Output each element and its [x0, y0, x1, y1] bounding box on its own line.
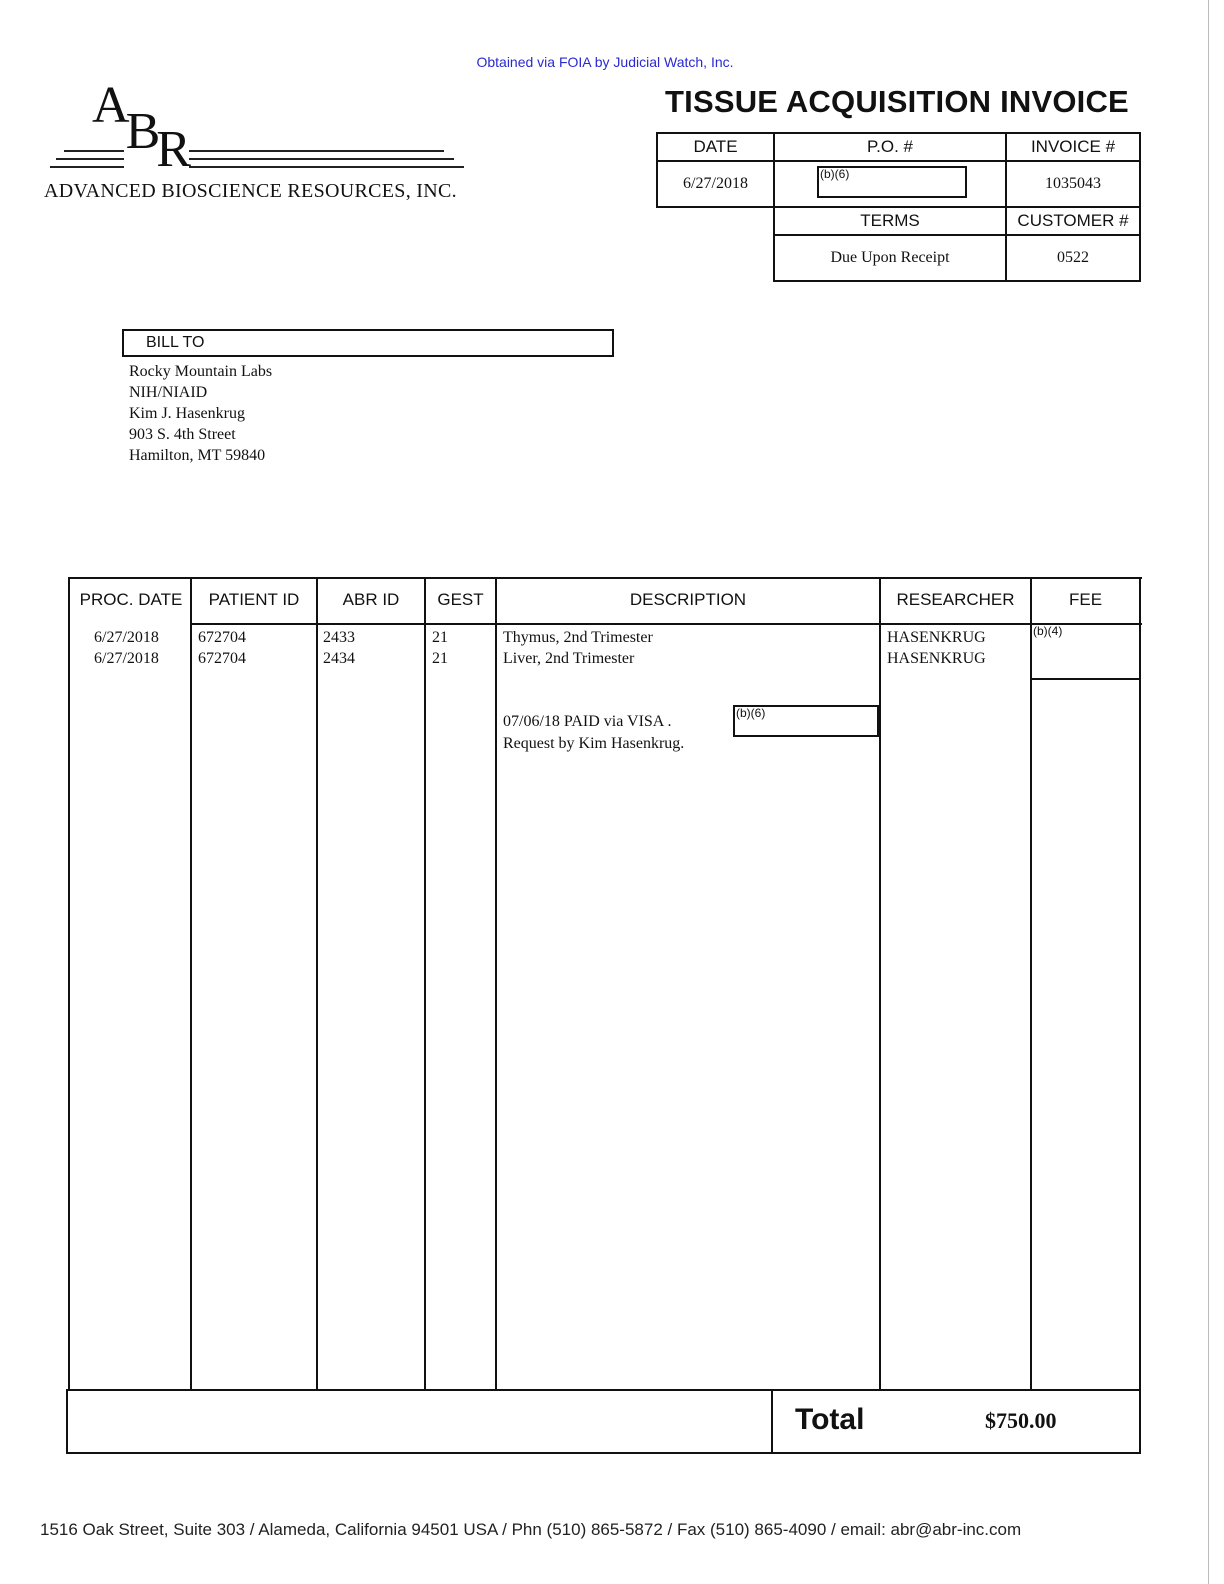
po-redaction-box: (b)(6) — [817, 166, 967, 198]
table-border — [68, 577, 70, 1390]
logo-rule — [189, 166, 464, 168]
company-name: ADVANCED BIOSCIENCE RESOURCES, INC. — [44, 180, 457, 202]
col-header-proc-date: PROC. DATE — [79, 590, 183, 609]
logo-letter-a: A — [92, 77, 126, 134]
column-divider — [495, 577, 497, 1390]
line-items-table — [66, 577, 1140, 1454]
foia-watermark: Obtained via FOIA by Judicial Watch, Inc. — [476, 54, 734, 70]
row-proc-date: 6/27/2018 — [94, 629, 159, 646]
invoice-header-table — [656, 132, 1141, 282]
fee-redaction-box: (b)(4) — [1030, 623, 1141, 680]
col-header-fee: FEE — [1068, 590, 1103, 609]
customer-number-value: 0522 — [1006, 235, 1140, 281]
row-abr-id: 2434 — [323, 650, 355, 667]
col-header-patient-id: PATIENT ID — [208, 590, 300, 609]
payment-note-line: 07/06/18 PAID via VISA . — [503, 713, 672, 730]
row-description: Liver, 2nd Trimester — [503, 650, 635, 667]
row-patient-id: 672704 — [198, 629, 246, 646]
col-header-gest: GEST — [437, 590, 484, 609]
terms-value: Due Upon Receipt — [774, 235, 1006, 281]
bill-to-address — [129, 361, 272, 466]
bill-to-line: NIH/NIAID — [129, 384, 208, 401]
date-label: DATE — [657, 133, 774, 161]
row-gest: 21 — [432, 629, 448, 646]
po-value-cell — [774, 161, 1006, 207]
row-proc-date: 6/27/2018 — [94, 650, 159, 667]
bill-to-line: 903 S. 4th Street — [129, 426, 236, 443]
payment-redaction-box: (b)(6) — [733, 705, 879, 737]
footer-contact: 1516 Oak Street, Suite 303 / Alameda, California 94501 USA / Phn (510) 865-5872 / Fax (510) 865-4090 / email: abr@abr-inc.com — [40, 1520, 1022, 1539]
row-abr-id: 2433 — [323, 629, 355, 646]
table-border — [66, 1389, 68, 1454]
bill-to-line: Kim J. Hasenkrug — [129, 405, 245, 422]
terms-label: TERMS — [774, 207, 1006, 235]
col-header-researcher: RESEARCHER — [896, 590, 1015, 609]
logo-letters — [92, 77, 187, 178]
row-researcher: HASENKRUG — [887, 650, 986, 667]
col-header-abr-id: ABR ID — [342, 590, 400, 609]
table-border — [66, 1452, 1140, 1454]
logo-letter-r: R — [156, 121, 187, 178]
invoice-date-value: 6/27/2018 — [657, 161, 774, 207]
logo-rule — [56, 158, 124, 160]
customer-number-label: CUSTOMER # — [1006, 207, 1140, 235]
logo-rule — [64, 150, 124, 152]
logo-rule — [189, 150, 444, 152]
payment-note-line: Request by Kim Hasenkrug. — [503, 735, 685, 752]
total-divider — [771, 1389, 773, 1453]
logo-letter-b: B — [125, 103, 157, 160]
table-border — [190, 623, 1142, 625]
bill-to-line: Rocky Mountain Labs — [129, 363, 273, 380]
row-patient-id: 672704 — [198, 650, 246, 667]
column-divider — [190, 577, 192, 1390]
page-edge-line — [1208, 0, 1209, 1584]
logo-rule — [189, 158, 454, 160]
column-divider — [1030, 577, 1032, 1390]
invoice-title: TISSUE ACQUISITION INVOICE — [665, 84, 1129, 119]
row-researcher: HASENKRUG — [887, 629, 986, 646]
company-logo — [44, 77, 474, 210]
row-description: Thymus, 2nd Trimester — [503, 629, 653, 646]
total-value: $750.00 — [985, 1408, 1057, 1433]
invoice-number-value: 1035043 — [1006, 161, 1140, 207]
column-divider — [879, 577, 881, 1390]
table-border — [1139, 577, 1141, 1454]
invoice-number-label: INVOICE # — [1006, 133, 1140, 161]
column-divider — [424, 577, 426, 1390]
table-border — [66, 1389, 1140, 1391]
po-label: P.O. # — [774, 133, 1006, 161]
blank-cell — [657, 235, 774, 281]
blank-cell — [657, 207, 774, 235]
bill-to-label: BILL TO — [122, 329, 614, 357]
bill-to-line: Hamilton, MT 59840 — [129, 447, 266, 464]
row-gest: 21 — [432, 650, 448, 667]
total-label: Total — [795, 1403, 865, 1436]
col-header-description: DESCRIPTION — [629, 590, 747, 609]
column-divider — [316, 577, 318, 1390]
logo-rule — [50, 166, 124, 168]
